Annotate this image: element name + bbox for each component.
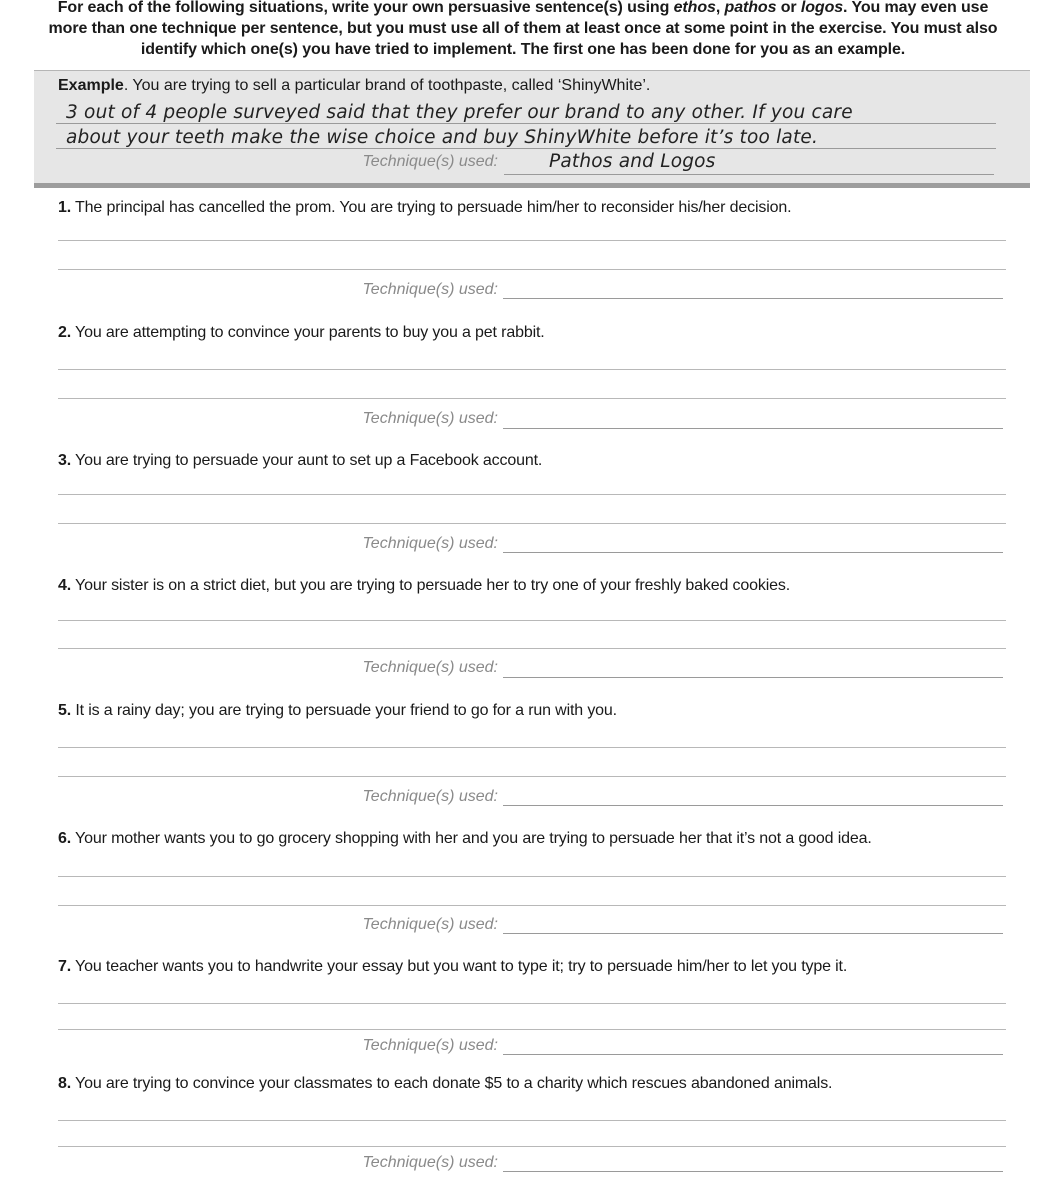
instructions-separator: , [715,0,725,16]
technique-answer-line[interactable] [503,298,1003,299]
answer-line[interactable] [58,369,1006,370]
question-8 [58,1075,832,1093]
question-text: You are attempting to convince your parents to buy you a pet rabbit. [71,324,545,341]
technique-answer-line[interactable] [503,677,1003,678]
answer-line[interactable] [58,523,1006,524]
question-text: You are trying to persuade your aunt to set up a Facebook account. [71,452,543,469]
example-answer-line [56,99,996,124]
question-text: The principal has cancelled the prom. You are trying to persuade him/her to reconsider his/her decision. [71,199,792,216]
question-4 [58,577,790,595]
ethos-term: ethos [673,0,716,16]
question-text: Your mother wants you to go grocery shopping with her and you are trying to persuade her that it’s not a good idea. [71,830,872,847]
answer-line[interactable] [58,747,1006,748]
question-text: You teacher wants you to handwrite your essay but you want to type it; try to persuade him/her to let you type it. [71,958,848,975]
technique-answer-line[interactable] [503,805,1003,806]
answer-line[interactable] [58,1029,1006,1030]
technique-label: Technique(s) used: [362,410,498,427]
technique-label: Technique(s) used: [362,788,498,805]
technique-answer-line[interactable] [503,933,1003,934]
technique-label: Technique(s) used: [362,659,498,676]
question-number: 5. [58,702,72,719]
example-prompt [58,77,650,95]
answer-line[interactable] [58,776,1006,777]
technique-answer-line[interactable] [503,1171,1003,1172]
question-number: 2. [58,324,72,341]
question-3 [58,452,542,470]
question-number: 7. [58,958,72,975]
example-answer-text: 3 out of 4 people surveyed said that they prefer our brand to any other. If you care [66,102,853,123]
answer-line[interactable] [58,648,1006,649]
technique-label: Technique(s) used: [362,916,498,933]
technique-label: Technique(s) used: [362,1037,498,1054]
question-6 [58,830,872,848]
logos-term: logos [800,0,844,16]
question-5 [58,702,617,720]
example-technique-line [504,174,994,175]
technique-label: Technique(s) used: [362,1154,498,1171]
example-label: Example [58,77,124,94]
question-number: 6. [58,830,72,847]
technique-answer-line[interactable] [503,552,1003,553]
answer-line[interactable] [58,1146,1006,1147]
answer-line[interactable] [58,876,1006,877]
instructions-text: For each of the following situations, write your own persuasive sentence(s) using [57,0,674,16]
answer-line[interactable] [58,494,1006,495]
answer-line[interactable] [58,1003,1006,1004]
instructions-separator: or [776,0,801,16]
example-answer-text: about your teeth make the wise choice and buy ShinyWhite before it’s too late. [66,127,819,148]
example-technique-label: Technique(s) used: [362,153,498,170]
pathos-term: pathos [724,0,777,16]
question-text: You are trying to convince your classmates to each donate $5 to a charity which rescues abandoned animals. [71,1075,833,1092]
question-number: 4. [58,577,72,594]
answer-line[interactable] [58,905,1006,906]
technique-answer-line[interactable] [503,1054,1003,1055]
question-text: Your sister is on a strict diet, but you are trying to persuade her to try one of your freshly baked cookies. [71,577,791,594]
question-7 [58,958,847,976]
instructions-text: . You may even use more than one technique per sentence, but you must use all of them at least once at some point in the exercise. You must also identify which one(s) you have tried to implement. The first one has been done for you as an example. [48,0,998,58]
example-prompt-text: . You are trying to sell a particular brand of toothpaste, called ‘ShinyWhite’. [123,77,651,94]
question-number: 8. [58,1075,72,1092]
answer-line[interactable] [58,269,1006,270]
answer-line[interactable] [58,398,1006,399]
answer-line[interactable] [58,240,1006,241]
question-number: 1. [58,199,72,216]
question-number: 3. [58,452,72,469]
technique-answer-line[interactable] [503,428,1003,429]
technique-label: Technique(s) used: [362,535,498,552]
example-technique-answer: Pathos and Logos [549,151,716,172]
question-2 [58,324,545,342]
question-1 [58,199,791,217]
example-answer-line [56,124,996,149]
instructions [40,0,1006,60]
answer-line[interactable] [58,1120,1006,1121]
technique-label: Technique(s) used: [362,281,498,298]
example-box [34,70,1030,188]
answer-line[interactable] [58,620,1006,621]
question-text: It is a rainy day; you are trying to persuade your friend to go for a run with you. [71,702,617,719]
